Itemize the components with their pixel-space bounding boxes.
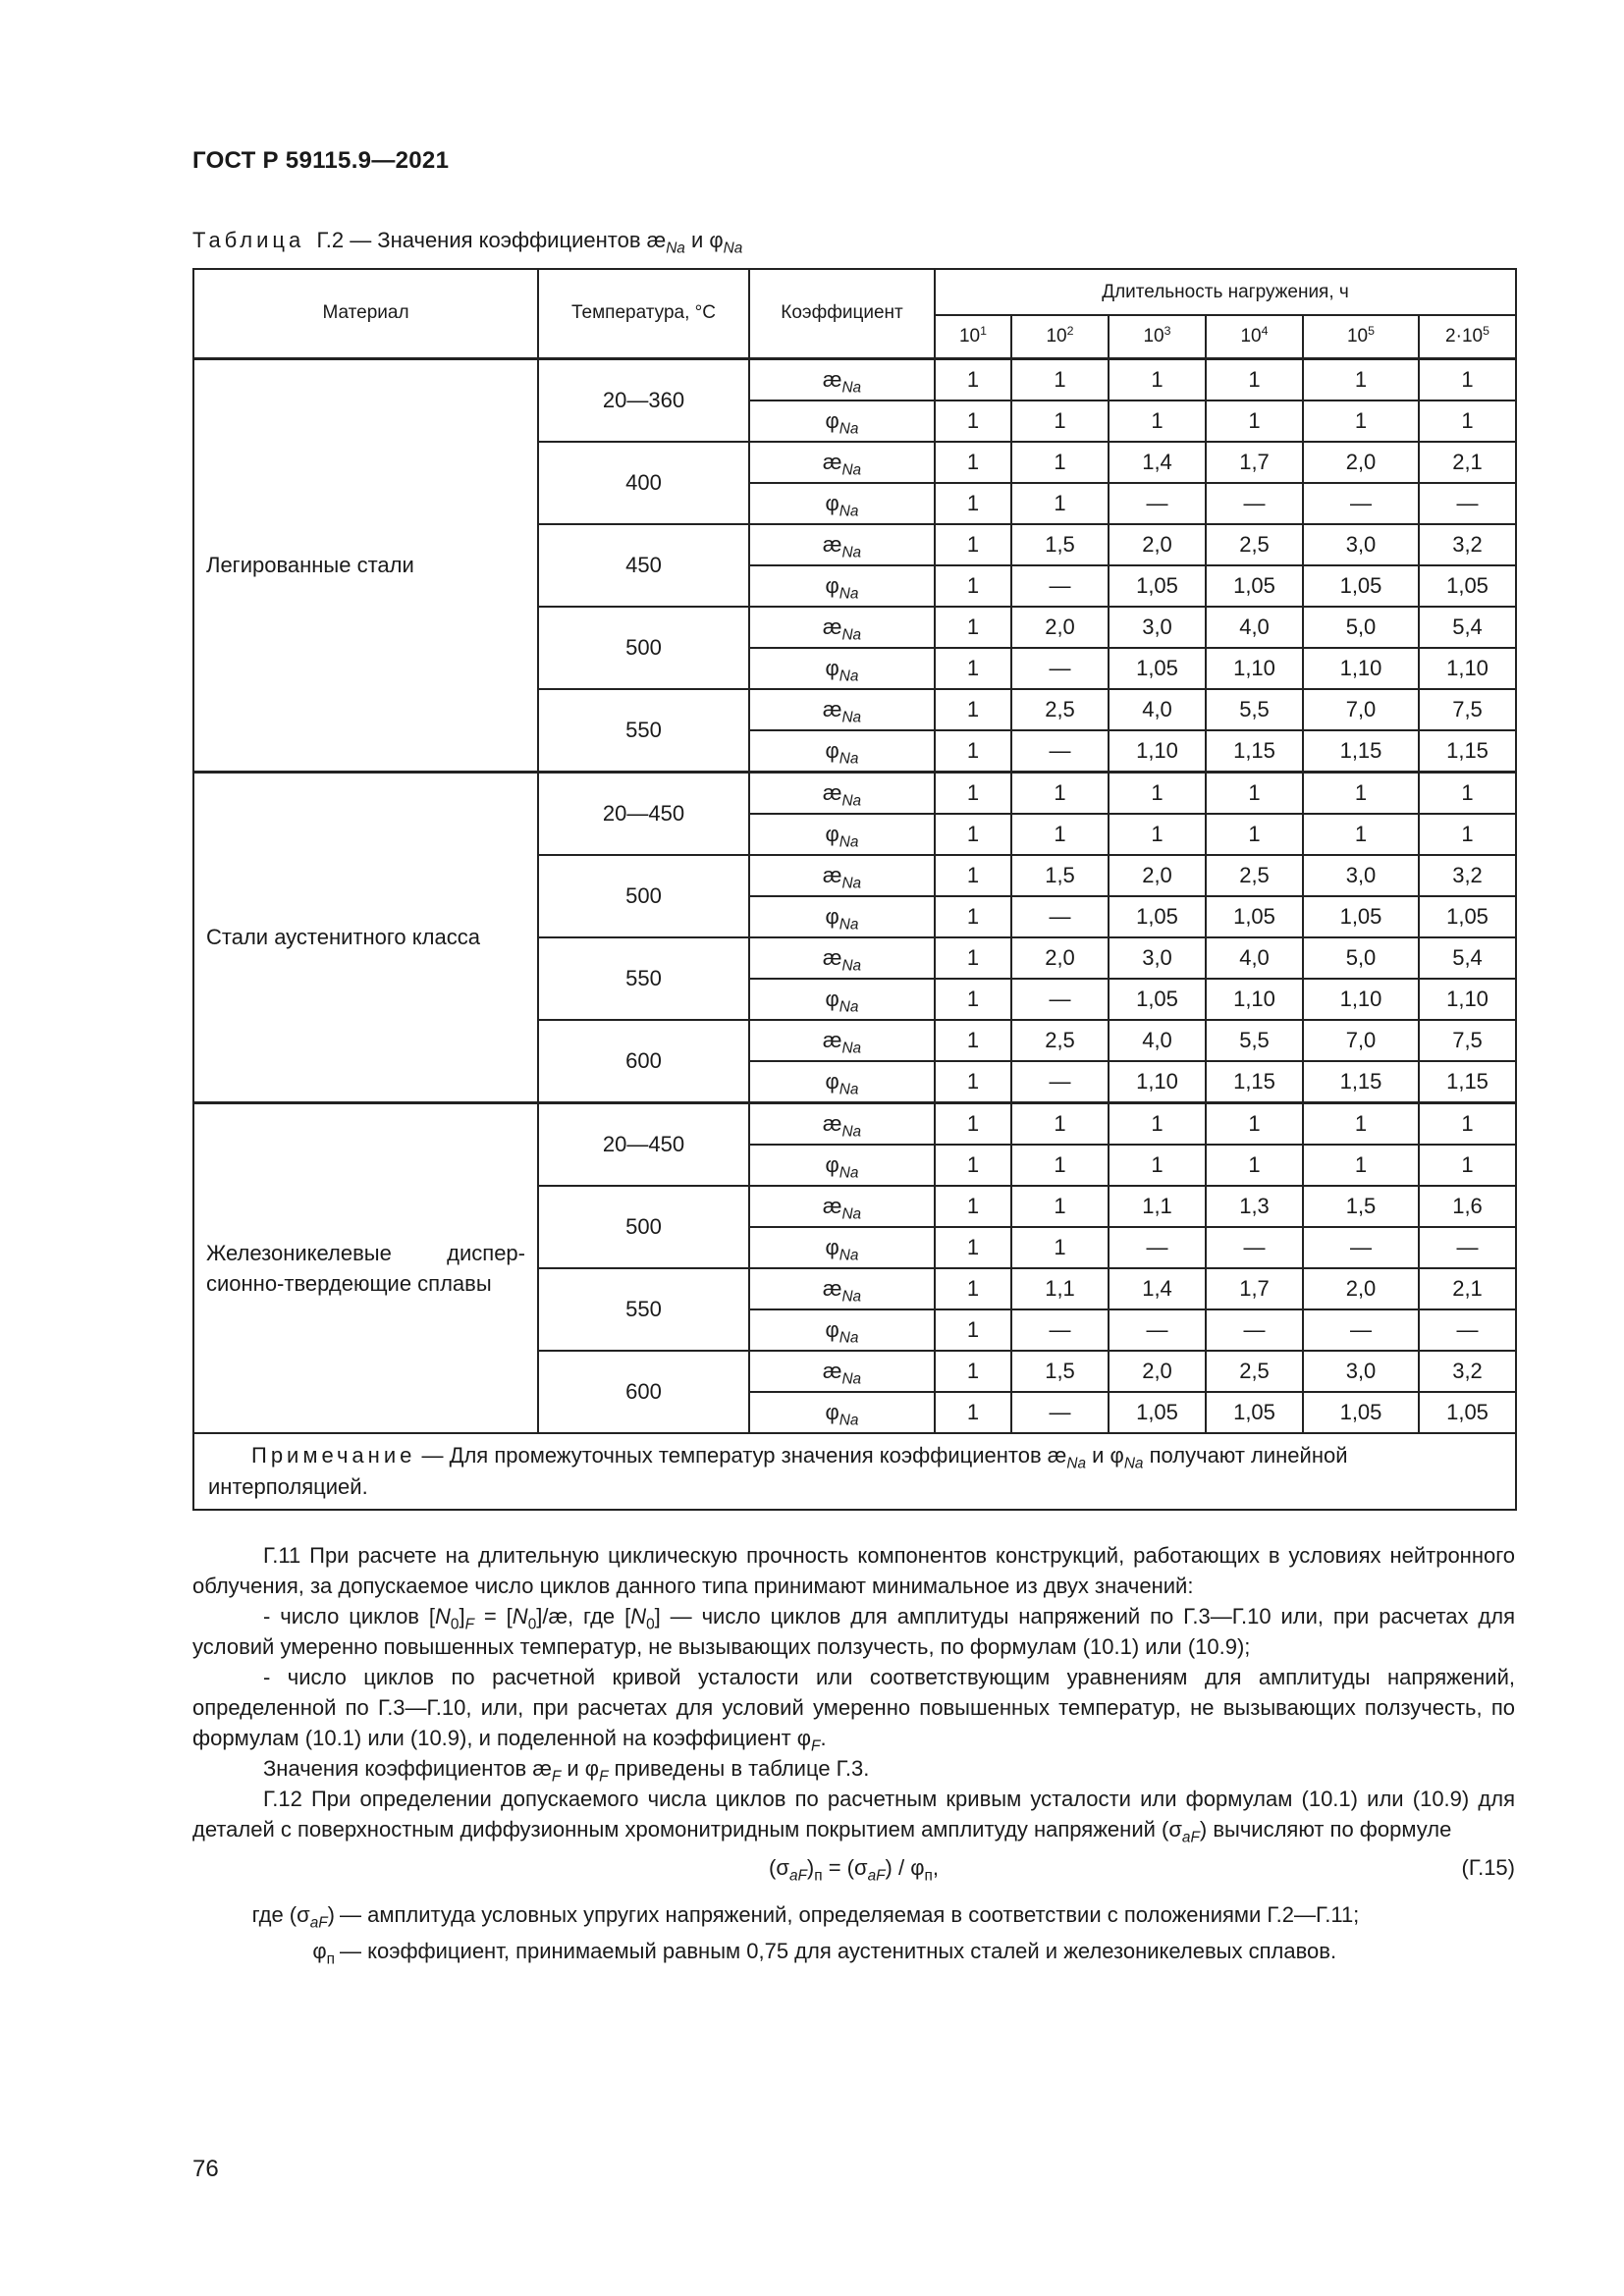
value-cell: 3,2 bbox=[1419, 1351, 1516, 1392]
table-row bbox=[193, 358, 1516, 400]
value-cell: 1 bbox=[1011, 1227, 1109, 1268]
coef-ae-cell: $æ_{Na}$ bbox=[749, 442, 935, 483]
value-cell: 1 bbox=[1011, 1186, 1109, 1227]
value-cell: — bbox=[1419, 483, 1516, 524]
value-cell: 1,1 bbox=[1109, 1186, 1206, 1227]
value-cell: — bbox=[1419, 1309, 1516, 1351]
value-cell: 1,05 bbox=[1109, 979, 1206, 1020]
value-cell: 1 bbox=[1011, 772, 1109, 814]
value-cell: 1 bbox=[1419, 358, 1516, 400]
paragraph-g11: Г.11 При расчете на длительную циклическую прочность компонентов конструкций, работающих в условиях нейтронного облучения, за допускаемое число циклов данного типа принимают минимальное из двух значений: bbox=[192, 1543, 1515, 1598]
value-cell: — bbox=[1303, 1227, 1419, 1268]
value-cell: 1,10 bbox=[1419, 979, 1516, 1020]
temperature-cell: 550 bbox=[538, 937, 749, 1020]
where-sigma-text: — амплитуда условных упругих напряжений, определяемая в соответствии с положениями Г.2—Г.11; bbox=[340, 1902, 1360, 1927]
where-phi bbox=[192, 1936, 1515, 1966]
coef-phi-cell: $\varphi_{Na}$ bbox=[749, 979, 935, 1020]
coef-ae-cell: $æ_{Na}$ bbox=[749, 937, 935, 979]
value-cell: 1 bbox=[935, 1309, 1011, 1351]
value-cell: 1 bbox=[935, 814, 1011, 855]
value-cell: 1 bbox=[1206, 1145, 1303, 1186]
value-cell: 1 bbox=[935, 1145, 1011, 1186]
value-cell: 1,15 bbox=[1206, 730, 1303, 773]
where-sigma bbox=[192, 1899, 1515, 1930]
value-cell: 7,5 bbox=[1419, 1020, 1516, 1061]
coef-ae-cell: $æ_{Na}$ bbox=[749, 524, 935, 565]
value-cell: 2,1 bbox=[1419, 1268, 1516, 1309]
coef-ae-cell: $æ_{Na}$ bbox=[749, 1351, 935, 1392]
temperature-cell: 500 bbox=[538, 855, 749, 937]
value-cell: 5,0 bbox=[1303, 607, 1419, 648]
value-cell: 1 bbox=[1206, 814, 1303, 855]
value-cell: 1 bbox=[935, 483, 1011, 524]
value-cell: 1 bbox=[1419, 1145, 1516, 1186]
header-material: Материал bbox=[193, 269, 538, 358]
value-cell: — bbox=[1303, 483, 1419, 524]
value-cell: 1 bbox=[935, 937, 1011, 979]
header-duration-2: $10^2$ bbox=[1011, 315, 1109, 358]
value-cell: 1 bbox=[1011, 1102, 1109, 1145]
value-cell: 1,05 bbox=[1206, 896, 1303, 937]
where-phi-text: — коэффициент, принимаемый равным 0,75 для аустенитных сталей и железоникелевых сплавов. bbox=[340, 1939, 1337, 1963]
value-cell: 7,5 bbox=[1419, 689, 1516, 730]
standard-designation: ГОСТ Р 59115.9—2021 bbox=[192, 147, 450, 174]
value-cell: 2,1 bbox=[1419, 442, 1516, 483]
header-duration: Длительность нагружения, ч bbox=[935, 269, 1516, 315]
coef-ae-cell: $æ_{Na}$ bbox=[749, 1186, 935, 1227]
coef-phi-cell: $\varphi_{Na}$ bbox=[749, 1392, 935, 1433]
value-cell: 1 bbox=[1109, 1145, 1206, 1186]
value-cell: 1,10 bbox=[1109, 730, 1206, 773]
value-cell: 1,05 bbox=[1419, 565, 1516, 607]
value-cell: 1,05 bbox=[1303, 565, 1419, 607]
where-sigma-label: где $(\sigma_{aF})$ bbox=[251, 1902, 335, 1932]
value-cell: 1 bbox=[935, 1268, 1011, 1309]
value-cell: 1 bbox=[1303, 814, 1419, 855]
material-cell: Железоникелевые диспер-сионно-твердеющие сплавы bbox=[193, 1102, 538, 1433]
header-duration-1: $10^1$ bbox=[935, 315, 1011, 358]
value-cell: 1 bbox=[1303, 772, 1419, 814]
value-cell: 1,05 bbox=[1206, 565, 1303, 607]
page-number: 76 bbox=[192, 2156, 219, 2182]
value-cell: 1,4 bbox=[1109, 442, 1206, 483]
value-cell: 1,15 bbox=[1419, 730, 1516, 773]
value-cell: 1 bbox=[1303, 358, 1419, 400]
value-cell: 2,5 bbox=[1206, 855, 1303, 896]
value-cell: 1,05 bbox=[1419, 1392, 1516, 1433]
formula-number: (Г.15) bbox=[1461, 1855, 1515, 1880]
value-cell: 1,15 bbox=[1303, 1061, 1419, 1103]
value-cell: 1 bbox=[1011, 400, 1109, 442]
coef-ae-cell: $æ_{Na}$ bbox=[749, 1102, 935, 1145]
value-cell: 2,0 bbox=[1303, 442, 1419, 483]
value-cell: 1 bbox=[935, 524, 1011, 565]
value-cell: 3,2 bbox=[1419, 855, 1516, 896]
header-temperature: Температура, °С bbox=[538, 269, 749, 358]
value-cell: 1,3 bbox=[1206, 1186, 1303, 1227]
header-duration-4: $10^4$ bbox=[1206, 315, 1303, 358]
value-cell: 1 bbox=[935, 772, 1011, 814]
value-cell: — bbox=[1011, 979, 1109, 1020]
material-cell: Стали аустенитного класса bbox=[193, 772, 538, 1102]
body-text bbox=[192, 1540, 1515, 1966]
value-cell: 1 bbox=[935, 1102, 1011, 1145]
formula-g15 bbox=[192, 1852, 1515, 1890]
value-cell: 1,15 bbox=[1303, 730, 1419, 773]
coef-ae-cell: $æ_{Na}$ bbox=[749, 1268, 935, 1309]
value-cell: 3,0 bbox=[1303, 524, 1419, 565]
table-note: Примечание — Для промежуточных температур значения коэффициентов $æ_{Na}$ и $\varphi_{Na}$ получают линейной интерполяцией. bbox=[193, 1433, 1516, 1510]
value-cell: 1,5 bbox=[1011, 1351, 1109, 1392]
paragraph-cycles-curve: - число циклов по расчетной кривой усталости или соответствующим уравнениям для амплитуды напряжений, определенной по Г.3—Г.10, или, при расчетах для условий умеренно повышенных температур, не вызывающих ползучесть, по формулам (10.1) или (10.9), и поделенной на коэффициент $\varphi_F$. bbox=[192, 1665, 1515, 1755]
value-cell: 4,0 bbox=[1206, 607, 1303, 648]
value-cell: 2,5 bbox=[1011, 689, 1109, 730]
coefficients-table bbox=[192, 268, 1517, 1511]
coef-ae-cell: $æ_{Na}$ bbox=[749, 358, 935, 400]
header-duration-6: $2\cdot 10^5$ bbox=[1419, 315, 1516, 358]
table-caption: Таблица Г.2 — Значения коэффициентов $æ_{Na}$ и $\varphi_{Na}$ bbox=[192, 228, 743, 257]
value-cell: 1,7 bbox=[1206, 442, 1303, 483]
value-cell: 1 bbox=[1206, 1102, 1303, 1145]
value-cell: 1,10 bbox=[1206, 648, 1303, 689]
header-duration-5: $10^5$ bbox=[1303, 315, 1419, 358]
value-cell: 1 bbox=[1109, 1102, 1206, 1145]
value-cell: 1,10 bbox=[1303, 979, 1419, 1020]
value-cell: 1 bbox=[1206, 400, 1303, 442]
value-cell: 1 bbox=[935, 979, 1011, 1020]
coef-ae-cell: $æ_{Na}$ bbox=[749, 772, 935, 814]
value-cell: 3,0 bbox=[1109, 607, 1206, 648]
value-cell: 1 bbox=[1419, 400, 1516, 442]
value-cell: 5,0 bbox=[1303, 937, 1419, 979]
value-cell: 2,0 bbox=[1011, 937, 1109, 979]
value-cell: 1 bbox=[935, 1020, 1011, 1061]
value-cell: 1 bbox=[935, 1186, 1011, 1227]
value-cell: — bbox=[1109, 1309, 1206, 1351]
temperature-cell: 20—360 bbox=[538, 358, 749, 442]
coef-phi-cell: $\varphi_{Na}$ bbox=[749, 483, 935, 524]
where-phi-label: $\varphi_п$ bbox=[312, 1939, 335, 1968]
value-cell: 2,0 bbox=[1011, 607, 1109, 648]
value-cell: 1,1 bbox=[1011, 1268, 1109, 1309]
value-cell: 1 bbox=[935, 1392, 1011, 1433]
value-cell: 1,15 bbox=[1206, 1061, 1303, 1103]
value-cell: 1,5 bbox=[1011, 524, 1109, 565]
temperature-cell: 450 bbox=[538, 524, 749, 607]
value-cell: 7,0 bbox=[1303, 689, 1419, 730]
value-cell: 5,4 bbox=[1419, 937, 1516, 979]
value-cell: 1,05 bbox=[1109, 896, 1206, 937]
value-cell: 1 bbox=[1011, 358, 1109, 400]
table-caption-label: Таблица bbox=[192, 228, 305, 252]
value-cell: 2,0 bbox=[1109, 855, 1206, 896]
value-cell: 1 bbox=[935, 1227, 1011, 1268]
coef-ae-cell: $æ_{Na}$ bbox=[749, 1020, 935, 1061]
value-cell: — bbox=[1011, 730, 1109, 773]
value-cell: 1 bbox=[1303, 1102, 1419, 1145]
value-cell: — bbox=[1109, 1227, 1206, 1268]
value-cell: 1,5 bbox=[1011, 855, 1109, 896]
value-cell: 1 bbox=[1109, 772, 1206, 814]
temperature-cell: 500 bbox=[538, 607, 749, 689]
temperature-cell: 600 bbox=[538, 1020, 749, 1103]
material-cell: Легированные стали bbox=[193, 358, 538, 772]
value-cell: 4,0 bbox=[1109, 689, 1206, 730]
value-cell: 1 bbox=[1011, 483, 1109, 524]
coef-ae-cell: $æ_{Na}$ bbox=[749, 689, 935, 730]
value-cell: 3,0 bbox=[1303, 855, 1419, 896]
paragraph-coef-ref: Значения коэффициентов $æ_F$ и $\varphi_F$ приведены в таблице Г.3. bbox=[263, 1756, 870, 1786]
header-coefficient: Коэффициент bbox=[749, 269, 935, 358]
value-cell: — bbox=[1011, 1309, 1109, 1351]
header-duration-3: $10^3$ bbox=[1109, 315, 1206, 358]
temperature-cell: 20—450 bbox=[538, 772, 749, 855]
value-cell: 1,05 bbox=[1109, 648, 1206, 689]
value-cell: — bbox=[1206, 1309, 1303, 1351]
table-row bbox=[193, 772, 1516, 814]
value-cell: 1,05 bbox=[1109, 565, 1206, 607]
value-cell: 1,10 bbox=[1206, 979, 1303, 1020]
value-cell: — bbox=[1011, 896, 1109, 937]
value-cell: 1 bbox=[1206, 772, 1303, 814]
value-cell: 1 bbox=[1109, 400, 1206, 442]
coef-phi-cell: $\varphi_{Na}$ bbox=[749, 1061, 935, 1103]
value-cell: — bbox=[1011, 1392, 1109, 1433]
value-cell: 1 bbox=[935, 730, 1011, 773]
value-cell: 1,05 bbox=[1206, 1392, 1303, 1433]
value-cell: 1,7 bbox=[1206, 1268, 1303, 1309]
value-cell: 1 bbox=[935, 648, 1011, 689]
table-row bbox=[193, 1102, 1516, 1145]
value-cell: 1,10 bbox=[1303, 648, 1419, 689]
value-cell: 1 bbox=[1206, 358, 1303, 400]
value-cell: 3,0 bbox=[1109, 937, 1206, 979]
coef-phi-cell: $\varphi_{Na}$ bbox=[749, 565, 935, 607]
value-cell: 1 bbox=[935, 358, 1011, 400]
temperature-cell: 500 bbox=[538, 1186, 749, 1268]
value-cell: 2,0 bbox=[1303, 1268, 1419, 1309]
value-cell: 1 bbox=[935, 855, 1011, 896]
value-cell: — bbox=[1011, 1061, 1109, 1103]
value-cell: — bbox=[1206, 1227, 1303, 1268]
value-cell: 1 bbox=[935, 565, 1011, 607]
paragraph-g12: Г.12 При определении допускаемого числа циклов по расчетным кривым усталости или формулам (10.1) или (10.9) для деталей с поверхностным диффузионным хромонитридным покрытием амплитуду напряжений $(\sigma_{aF})$ вычисляют по формуле bbox=[192, 1787, 1515, 1846]
temperature-cell: 400 bbox=[538, 442, 749, 524]
coef-phi-cell: $\varphi_{Na}$ bbox=[749, 1227, 935, 1268]
value-cell: 4,0 bbox=[1109, 1020, 1206, 1061]
value-cell: 1 bbox=[1419, 772, 1516, 814]
value-cell: 1 bbox=[935, 400, 1011, 442]
value-cell: 2,5 bbox=[1206, 524, 1303, 565]
coef-phi-cell: $\varphi_{Na}$ bbox=[749, 1309, 935, 1351]
temperature-cell: 550 bbox=[538, 1268, 749, 1351]
value-cell: 2,5 bbox=[1206, 1351, 1303, 1392]
value-cell: 4,0 bbox=[1206, 937, 1303, 979]
value-cell: 1 bbox=[1303, 1145, 1419, 1186]
coef-phi-cell: $\varphi_{Na}$ bbox=[749, 730, 935, 773]
value-cell: 1,05 bbox=[1303, 896, 1419, 937]
coef-phi-cell: $\varphi_{Na}$ bbox=[749, 896, 935, 937]
value-cell: 1,05 bbox=[1109, 1392, 1206, 1433]
temperature-cell: 600 bbox=[538, 1351, 749, 1433]
value-cell: 3,2 bbox=[1419, 524, 1516, 565]
value-cell: 1,10 bbox=[1109, 1061, 1206, 1103]
coef-phi-cell: $\varphi_{Na}$ bbox=[749, 400, 935, 442]
value-cell: 1 bbox=[935, 607, 1011, 648]
temperature-cell: 20—450 bbox=[538, 1102, 749, 1186]
value-cell: 5,5 bbox=[1206, 689, 1303, 730]
value-cell: 1,05 bbox=[1419, 896, 1516, 937]
value-cell: 1 bbox=[1109, 814, 1206, 855]
value-cell: 1,4 bbox=[1109, 1268, 1206, 1309]
value-cell: — bbox=[1011, 565, 1109, 607]
table-caption-text: Г.2 — Значения коэффициентов æ bbox=[316, 228, 667, 252]
value-cell: 1 bbox=[935, 1061, 1011, 1103]
value-cell: — bbox=[1206, 483, 1303, 524]
value-cell: 1 bbox=[1011, 442, 1109, 483]
value-cell: 1 bbox=[1011, 1145, 1109, 1186]
coef-phi-cell: $\varphi_{Na}$ bbox=[749, 648, 935, 689]
value-cell: 2,5 bbox=[1011, 1020, 1109, 1061]
coef-phi-cell: $\varphi_{Na}$ bbox=[749, 814, 935, 855]
value-cell: 5,5 bbox=[1206, 1020, 1303, 1061]
value-cell: — bbox=[1011, 648, 1109, 689]
paragraph-cycles-n0: - число циклов $[N_0]_F$ = $[N_0]/æ$, где $[N_0]$ — число циклов для амплитуды напряжений по Г.3—Г.10 или, при расчетах для условий умеренно повышенных температур, не вызывающих ползучесть, по формулам (10.1) или (10.9); bbox=[192, 1604, 1516, 1659]
value-cell: 2,0 bbox=[1109, 1351, 1206, 1392]
coef-phi-cell: $\varphi_{Na}$ bbox=[749, 1145, 935, 1186]
value-cell: 1 bbox=[1303, 400, 1419, 442]
value-cell: 1 bbox=[1419, 1102, 1516, 1145]
value-cell: 1 bbox=[935, 689, 1011, 730]
value-cell: 1,10 bbox=[1419, 648, 1516, 689]
value-cell: — bbox=[1109, 483, 1206, 524]
value-cell: 5,4 bbox=[1419, 607, 1516, 648]
value-cell: 7,0 bbox=[1303, 1020, 1419, 1061]
value-cell: 1 bbox=[935, 896, 1011, 937]
value-cell: 3,0 bbox=[1303, 1351, 1419, 1392]
value-cell: 1 bbox=[1109, 358, 1206, 400]
coef-ae-cell: $æ_{Na}$ bbox=[749, 855, 935, 896]
value-cell: 1 bbox=[935, 442, 1011, 483]
coef-ae-cell: $æ_{Na}$ bbox=[749, 607, 935, 648]
temperature-cell: 550 bbox=[538, 689, 749, 773]
note-label: Примечание bbox=[251, 1442, 416, 1468]
value-cell: — bbox=[1419, 1227, 1516, 1268]
value-cell: — bbox=[1303, 1309, 1419, 1351]
value-cell: 1 bbox=[1419, 814, 1516, 855]
value-cell: 1 bbox=[1011, 814, 1109, 855]
value-cell: 2,0 bbox=[1109, 524, 1206, 565]
value-cell: 1,15 bbox=[1419, 1061, 1516, 1103]
value-cell: 1,6 bbox=[1419, 1186, 1516, 1227]
value-cell: 1,05 bbox=[1303, 1392, 1419, 1433]
value-cell: 1,5 bbox=[1303, 1186, 1419, 1227]
value-cell: 1 bbox=[935, 1351, 1011, 1392]
formula-expression: $(\sigma_{aF})_п = (\sigma_{aF}) / \varphi_п$, bbox=[769, 1855, 939, 1885]
